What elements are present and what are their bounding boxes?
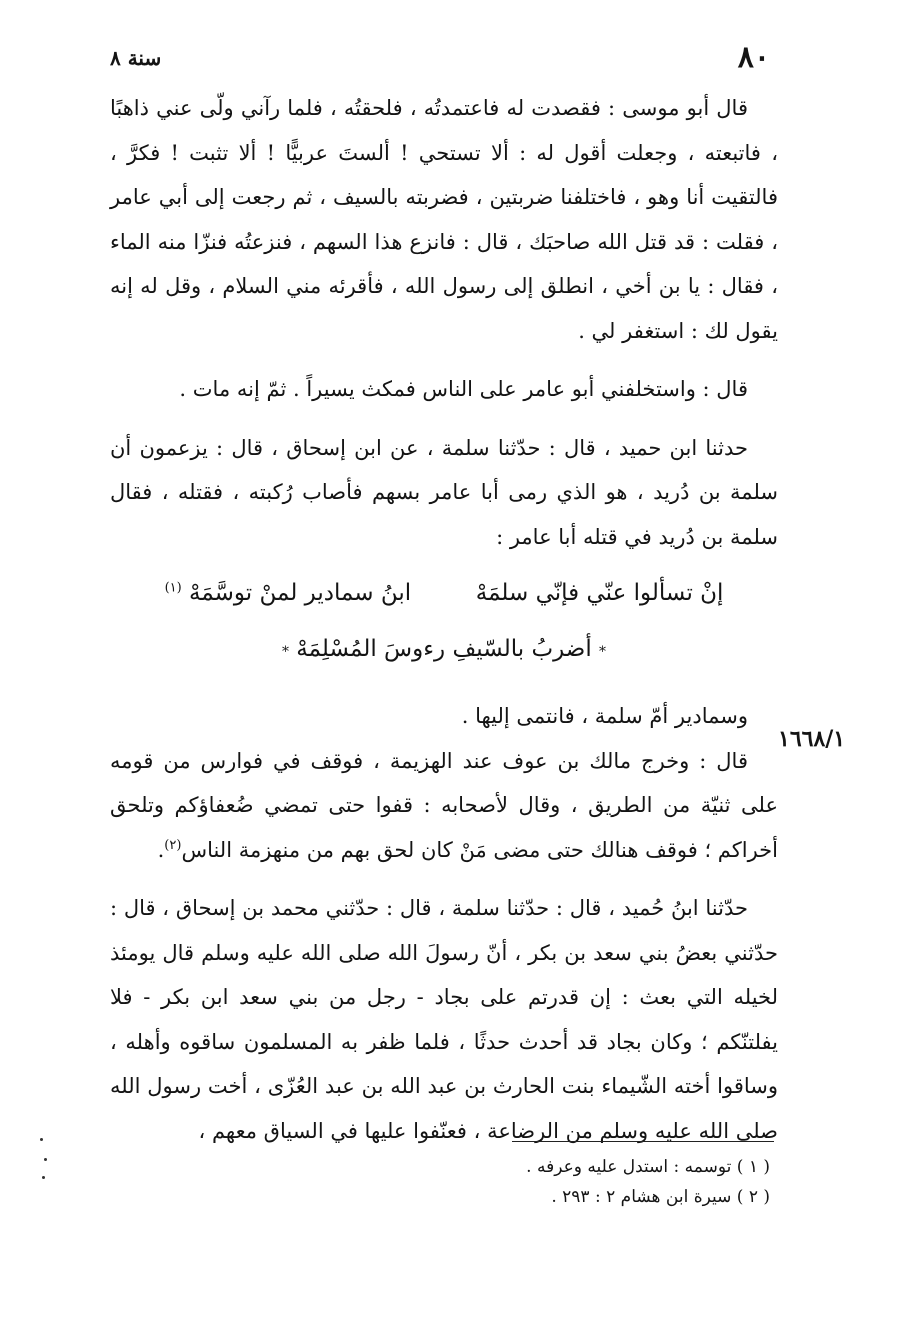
paragraph-bijad: حدّثنا ابنُ حُميد ، قال : حدّثنا سلمة ، قال : حدّثني محمد بن إسحاق ، قال : حدّثني بعضُ بني سعد بن بكر ، أنّ رسولَ الله صلى الله عليه وسلم قال يومئذ لخيله التي بعث : إن قدرتم على بجاد - رجل من بني سعد ابن بكر - فلا يفلتنّكم ؛ وكان بجاد قد أحدث حدثًا ، فلما ظفر به المسلمون ساقوه وأهله ، وساقوا أخته الشّيماء بنت الحارث بن عبد الله بن عبد العُزّى ، أخت رسول الله صلى الله عليه وسلم من الرضاعة ، فعنّفوا عليها في السياق معهم ، [110, 896, 778, 1143]
verse-hemistich-1: إنْ تسألوا عنّي فإنّي سلمَهْ [475, 580, 724, 606]
main-text [110, 86, 778, 1153]
footnotes [400, 1152, 770, 1212]
verse-line-2 [110, 621, 778, 680]
margin-reference: ١٦٦٨/١ [778, 726, 846, 752]
paragraph-malik-end: . [157, 837, 165, 862]
footnote-divider [512, 1141, 774, 1142]
scan-speck [44, 1158, 47, 1161]
footnote-marker-2: (٢) [164, 837, 182, 853]
verse-star-start: * [599, 644, 607, 660]
paragraph-samadir: وسمادير أمّ سلمة ، فانتمى إليها . [461, 704, 748, 728]
paragraph-abu-amir: قال : واستخلفني أبو عامر على الناس فمكث يسيراً . ثمّ إنه مات . [179, 377, 748, 401]
footnote-2: ( ٢ ) سيرة ابن هشام ٢ : ٢٩٣ . [551, 1187, 770, 1207]
verse-line-1 [110, 565, 778, 621]
scan-speck [42, 1176, 45, 1179]
verse-line-2-text: أضربُ بالسّيفِ رءوسَ المُسْلِمَهْ [296, 636, 592, 662]
paragraph-abu-musa: قال أبو موسى : فقصدت له فاعتمدتُه ، فلحقتُه ، فلما رآني ولّى عني ذاهبًا ، فاتبعته ، وجعلت أقول له : ألا تستحي ! ألستَ عربيًّا ! ألا تثبت ! فكرَّ ، فالتقيت أنا وهو ، فاختلفنا ضربتين ، فضربته بالسيف ، ثم رجعت إلى أبي عامر ، فقلت : قد قتل الله صاحبَك ، قال : فانزع هذا السهم ، فنزعتُه فنزّا منه الماء ، فقال : يا بن أخي ، انطلق إلى رسول الله ، فأقرئه مني السلام ، وقل له إنه يقول لك : استغفر لي . [110, 96, 778, 343]
year-label: سنة ٨ [110, 46, 162, 70]
paragraph-malik-text: قال : وخرج مالك بن عوف عند الهزيمة ، فوقف في فوارس من قومه على ثنيّة من الطريق ، وقال لأصحابه : قفوا حتى تمضي ضُعفاؤكم وتلحق أخراكم ؛ فوقف هنالك حتى مضى مَنْ كان لحق بهم من منهزمة الناس [110, 748, 778, 862]
verse-star-end: * [281, 644, 289, 660]
page-header [110, 40, 770, 80]
paragraph-salama: حدثنا ابن حميد ، قال : حدّثنا سلمة ، عن ابن إسحاق ، قال : يزعمون أن سلمة بن دُريد ، هو الذي رمى أبا عامر بسهم فأصاب رُكبته ، فقتله ، فقال سلمة بن دُريد في قتله أبا عامر : [110, 435, 778, 549]
footnote-1: ( ١ ) توسمه : استدل عليه وعرفه . [526, 1157, 770, 1177]
page-number: ٨٠ [737, 40, 770, 75]
scan-speck [40, 1138, 43, 1141]
verse-hemistich-2: ابنُ سمادير لمنْ توسَّمَهْ [189, 580, 412, 606]
footnote-marker-1: (١) [164, 580, 182, 596]
verse-block [110, 565, 778, 680]
paragraph-malik [110, 739, 778, 873]
